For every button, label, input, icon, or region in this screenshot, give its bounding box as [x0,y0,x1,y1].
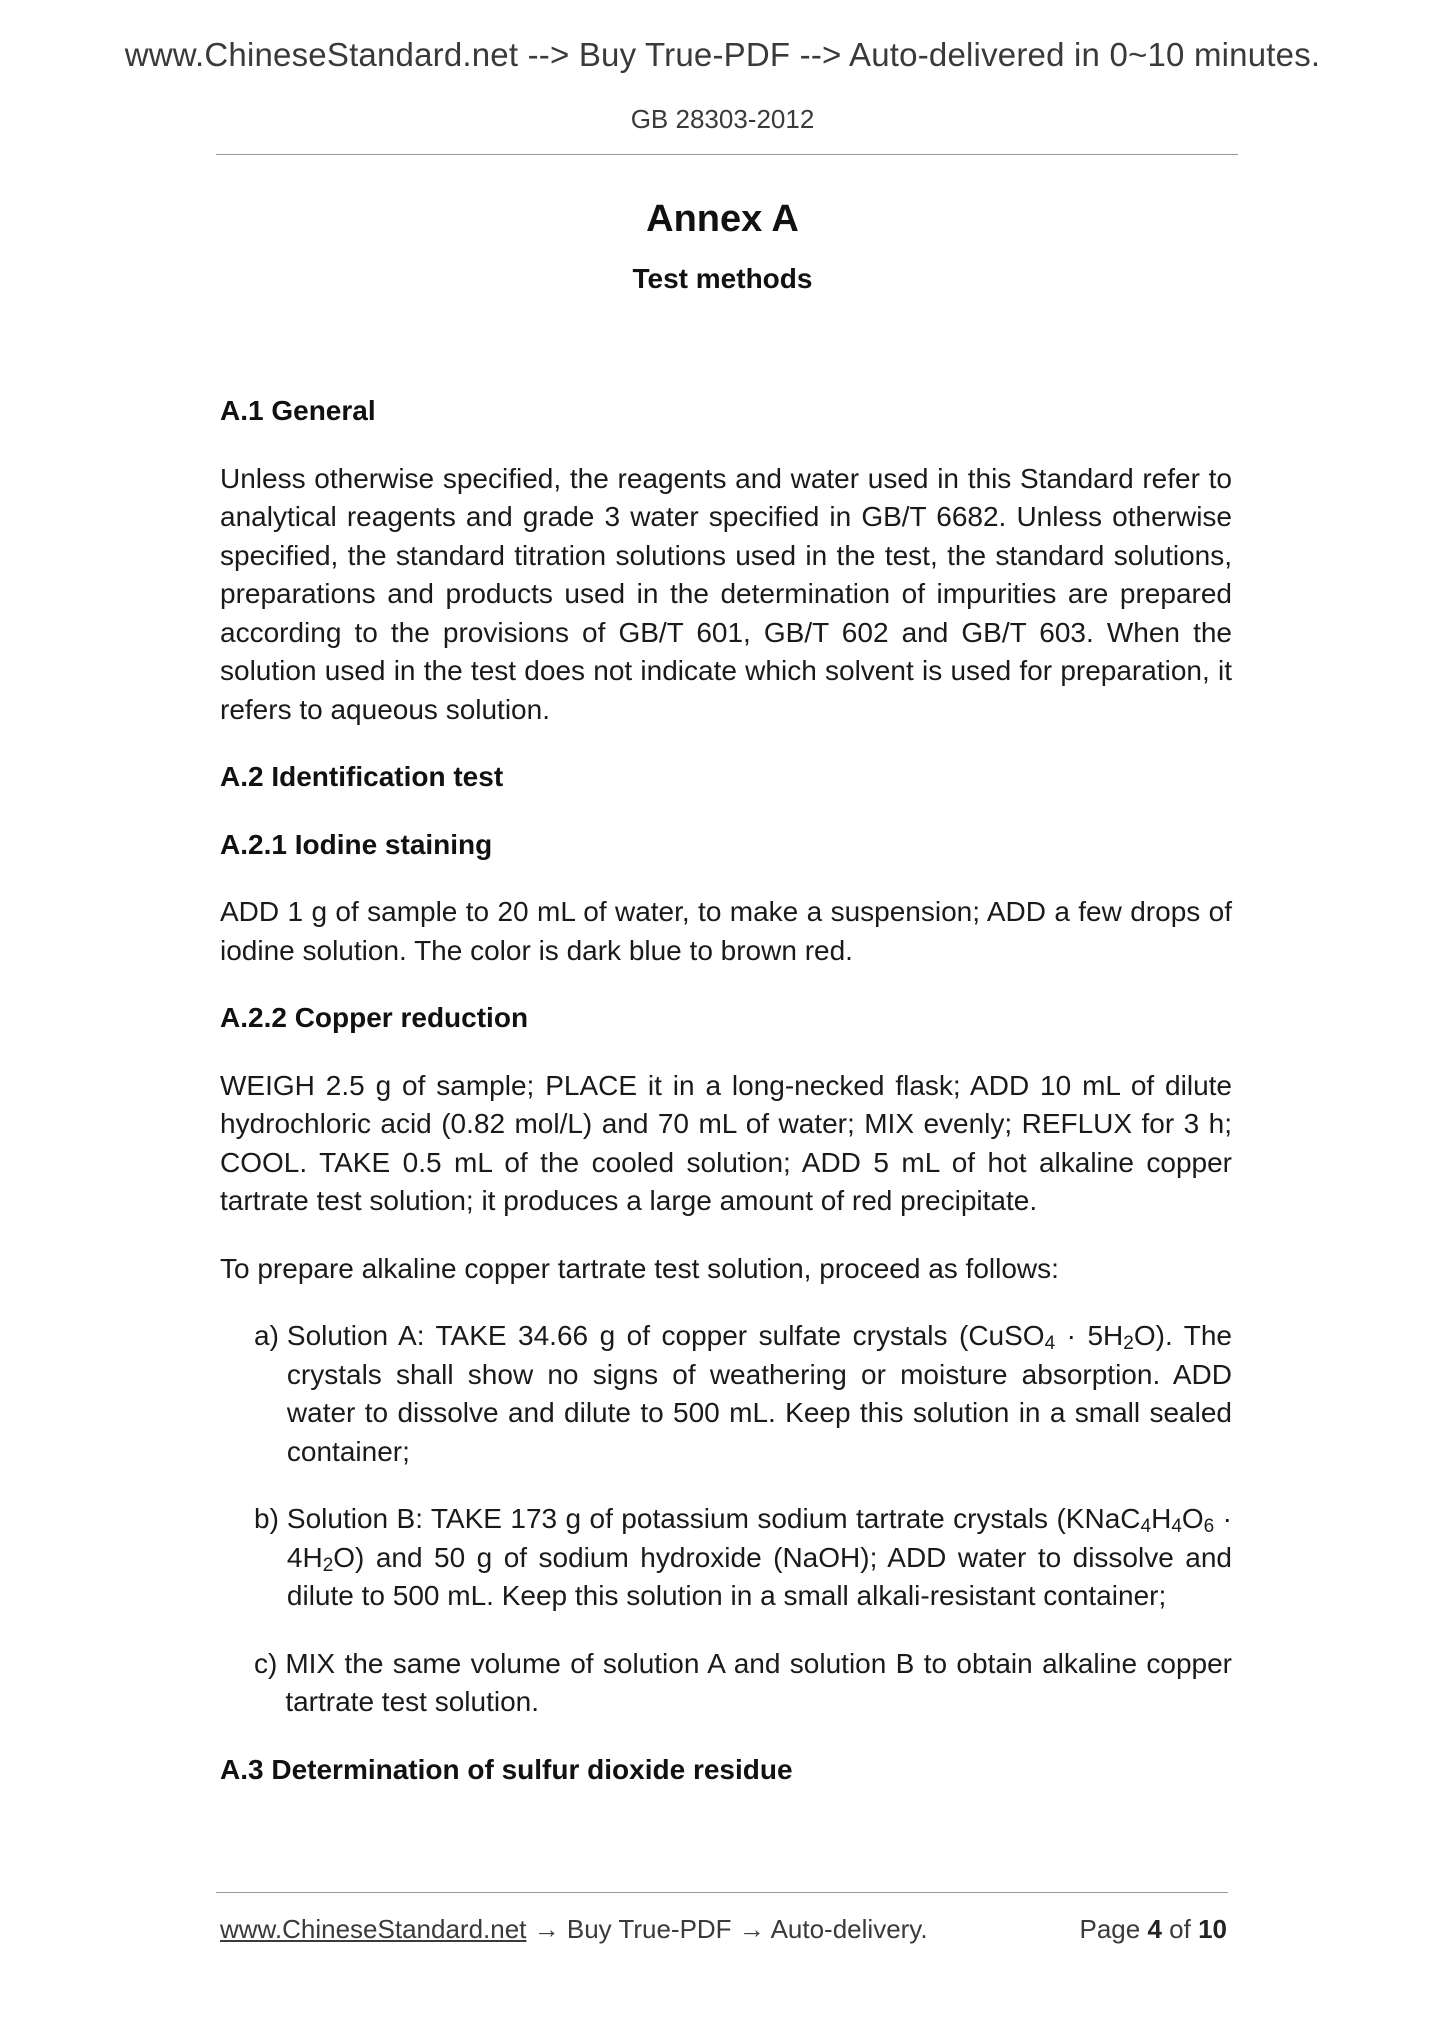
list-text-solution-a: Solution A: TAKE 34.66 g of copper sulfate crystals (CuSO$_4$ · $5H_2O$). The crystals shall show no signs of weathering or moisture absorption. ADD water to dissolve and dilute to 500 mL. Keep this solution in a small sealed container; [286,1320,1232,1467]
list-item-mix [254,1645,1232,1722]
section-heading-a22: A.2.2 Copper reduction [220,1002,529,1033]
section-heading-a1: A.1 General [220,395,376,426]
list-marker-a: a) [254,1320,279,1351]
paragraph-copper-reduction: WEIGH 2.5 g of sample; PLACE it in a long-necked flask; ADD 10 mL of dilute hydrochloric acid (0.82 mol/L) and 70 mL of water; MIX evenly; REFLUX for 3 h; COOL. TAKE 0.5 mL of the cooled solution; ADD 5 mL of hot alkaline copper tartrate test solution; it produces a large amount of red precipitate. [220,1069,1232,1216]
page-current: 4 [1147,1914,1162,1944]
paragraph-general: Unless otherwise specified, the reagents and water used in this Standard refer to analytical reagents and grade 3 water specified in GB/T 6682. Unless otherwise specified, the standard titration solutions used in the test, the standard solutions, preparations and products used in the determination of impurities are prepared according to the provisions of GB/T 601, GB/T 602 and GB/T 603. When the solution used in the test does not indicate which solvent is used for preparation, it refers to aqueous solution. [220,462,1232,725]
footer-website-link[interactable]: www.ChineseStandard.net [220,1914,527,1944]
footer-divider [216,1892,1228,1893]
list-marker-c: c) [254,1647,278,1679]
annex-subtitle: Test methods [632,263,813,294]
page-indicator: Page 4 of 10 [1079,1914,1227,1944]
section-heading-a21: A.2.1 Iodine staining [220,828,493,860]
page-total: 10 [1198,1914,1227,1944]
annex-title: Annex A [646,198,799,240]
list-item-solution-a [254,1317,1232,1471]
list-marker-b: b) [254,1503,279,1534]
footer-tagline: → Buy True-PDF → Auto-delivery. [526,1914,928,1944]
standard-number: GB 28303-2012 [630,104,815,134]
paragraph-preparation-intro: To prepare alkaline copper tartrate test solution, proceed as follows: [220,1252,1059,1284]
paragraph-iodine-staining: ADD 1 g of sample to 20 mL of water, to make a suspension; ADD a few drops of iodine solution. The color is dark blue to brown red. [220,896,1232,966]
header-divider [216,154,1238,155]
list-item-solution-b [254,1500,1232,1616]
footer-left [220,1914,928,1945]
list-text-mix: MIX the same volume of solution A and solution B to obtain alkaline copper tartrate test solution. [285,1647,1232,1717]
list-text-solution-b: Solution B: TAKE 173 g of potassium sodium tartrate crystals $(KNaC_4H_4O_6 \cdot 4H_2O)$ and 50 g of sodium hydroxide (NaOH); ADD water to dissolve and dilute to 500 mL. Keep this solution in a small alkali-resistant container; [286,1503,1233,1611]
section-heading-a3: A.3 Determination of sulfur dioxide residue [220,1753,793,1785]
document-body [220,392,1232,1818]
section-heading-a2: A.2 Identification test [220,761,504,792]
header-banner: www.ChineseStandard.net --> Buy True-PDF --> Auto-delivered in 0~10 minutes. [124,36,1321,73]
